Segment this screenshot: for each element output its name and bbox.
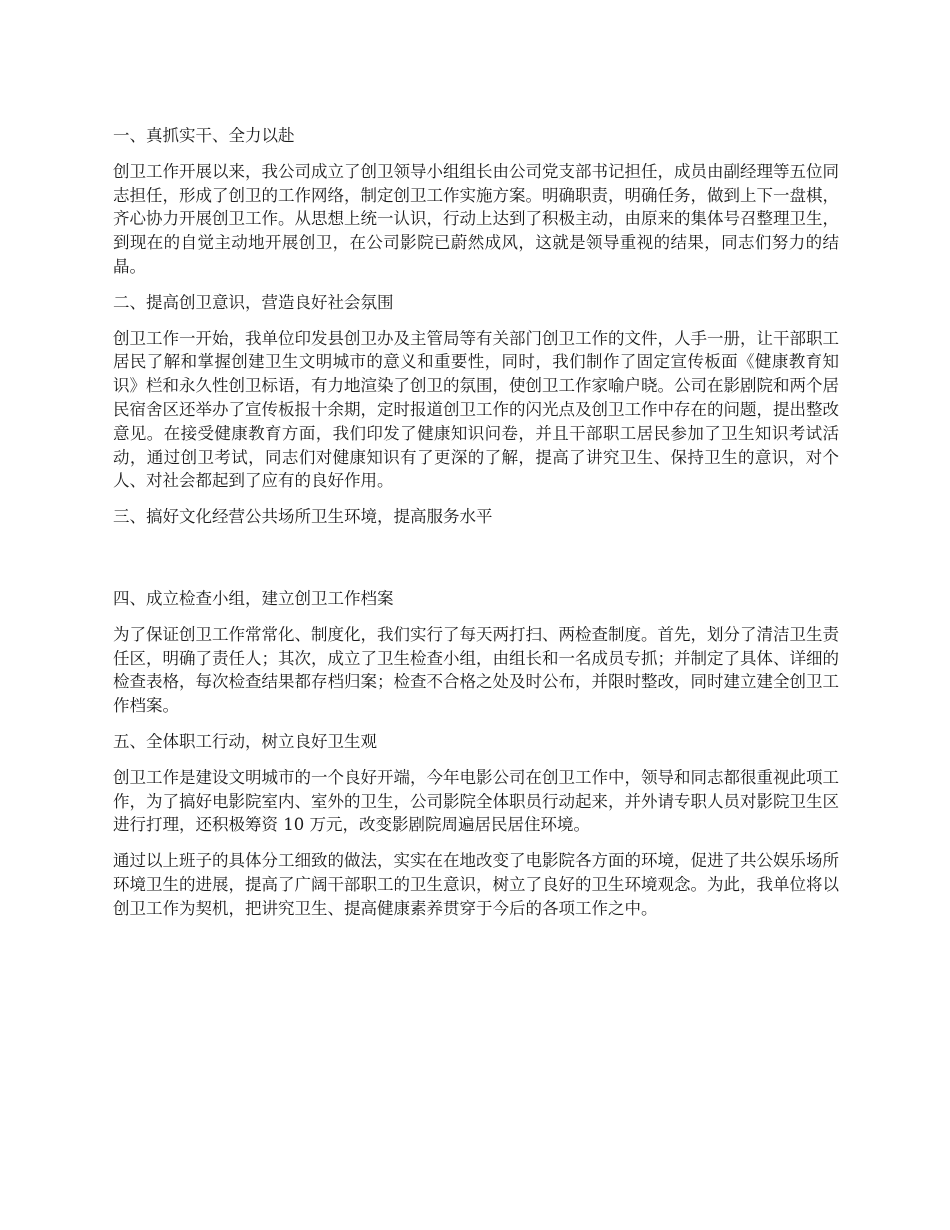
paragraph: 通过以上班子的具体分工细致的做法，实实在在地改变了电影院各方面的环境，促进了共公娱乐场所环境卫生的进展，提高了广阔干部职工的卫生意识，树立了良好的卫生环境观念。为此，我单位将以创卫工作为契机，把讲究卫生、提高健康素养贯穿于今后的各项工作之中。: [113, 851, 839, 918]
section-2: [113, 291, 839, 493]
section-heading: 一、真抓实干、全力以赴: [113, 126, 295, 145]
section-3: [113, 505, 839, 587]
section-4: [113, 587, 839, 718]
paragraph: 创卫工作开展以来，我公司成立了创卫领导小组组长由公司党支部书记担任，成员由副经理等五位同志担任，形成了创卫的工作网络，制定创卫工作实施方案。明确职责，明确任务，做到上下一盘棋，齐心协力开展创卫工作。从思想上统一认识，行动上达到了积极主动，由原来的集体号召整理卫生，到现在的自觉主动地开展创卫，在公司影院已蔚然成风，这就是领导重视的结果，同志们努力的结晶。: [113, 161, 839, 276]
section-5: [113, 730, 839, 921]
blank-space: [113, 541, 839, 587]
section-heading: 四、成立检查小组，建立创卫工作档案: [113, 588, 394, 608]
paragraph: 创卫工作一开始，我单位印发县创卫办及主管局等有关部门创卫工作的文件，人手一册，让干部职工居民了解和掌握创建卫生文明城市的意义和重要性，同时，我们制作了固定宣传板面《健康教育知识》栏和永久性创卫标语，有力地渲染了创卫的氛围，使创卫工作家喻户晓。公司在影剧院和两个居民宿舍区还举办了宣传板报十余期，定时报道创卫工作的闪光点及创卫工作中存在的问题，提出整改意见。在接受健康教育方面，我们印发了健康知识问卷，并且干部职工居民参加了卫生知识考试活动，通过创卫考试，同志们对健康知识有了更深的了解，提高了讲究卫生、保持卫生的意识，对个人、对社会都起到了应有的良好作用。: [113, 328, 839, 491]
paragraph: 为了保证创卫工作常常化、制度化，我们实行了每天两打扫、两检查制度。首先，划分了清洁卫生责任区，明确了责任人；其次，成立了卫生检查小组，由组长和一名成员专抓；并制定了具体、详细的检查表格，每次检查结果都存档归案；检查不合格之处及时公布，并限时整改，同时建立建全创卫工作档案。: [113, 624, 839, 716]
document-body: [113, 124, 839, 933]
section-heading: 三、搞好文化经营公共场所卫生环境，提高服务水平: [113, 507, 493, 527]
section-heading: 五、全体职工行动，树立良好卫生观: [113, 731, 377, 751]
paragraph: 创卫工作是建设文明城市的一个良好开端，今年电影公司在创卫工作中，领导和同志都很重视此项工作，为了搞好电影院室内、室外的卫生，公司影院全体职员行动起来，并外请专职人员对影院卫生区进行打理，还积极筹资 10 万元，改变影剧院周遍居民居住环境。: [113, 767, 839, 835]
section-1: [113, 124, 839, 279]
section-heading: 二、提高创卫意识，营造良好社会氛围: [113, 292, 394, 312]
